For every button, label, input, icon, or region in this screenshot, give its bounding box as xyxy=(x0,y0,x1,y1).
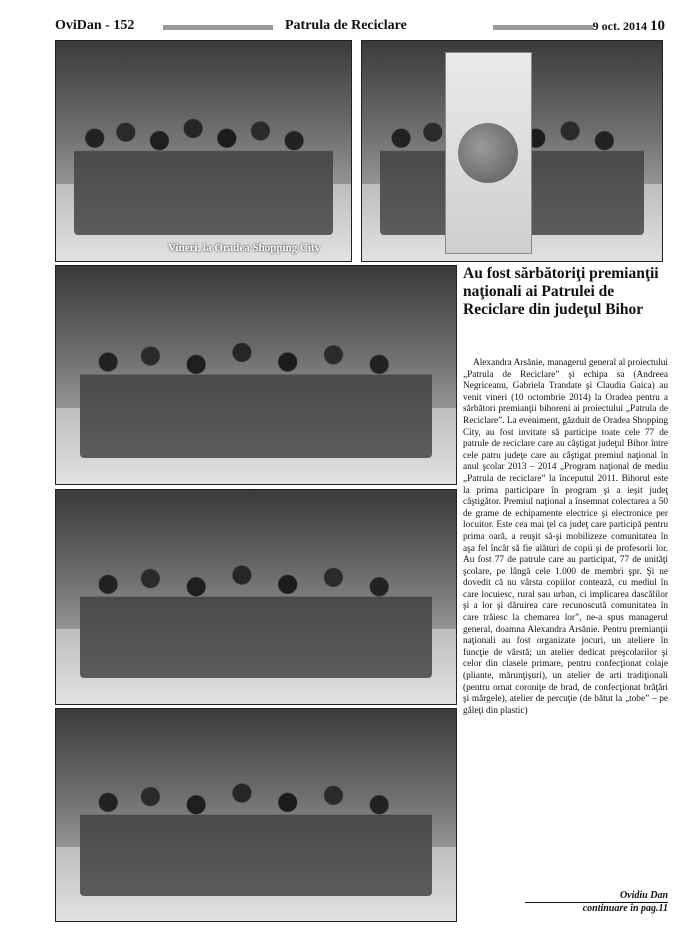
issue-date: 9 oct. 2014 xyxy=(592,19,647,33)
page-number: 10 xyxy=(650,18,665,34)
recycling-banner-image xyxy=(445,52,532,254)
photo-group-students-2 xyxy=(55,489,457,705)
photo-caption: Vineri, la Oradea Shopping City xyxy=(168,242,321,254)
article-headline: Au fost sărbătoriţi premianţii naţionali ai Patrulei de Reciclare din judeţul Bihor xyxy=(463,265,659,318)
photo-group-students-1 xyxy=(55,265,457,485)
publication-issue: OviDan - 152 xyxy=(55,18,135,33)
continued-link[interactable]: continuare în pag.11 xyxy=(582,903,668,914)
photo-crowd xyxy=(74,114,334,235)
globe-icon xyxy=(458,123,518,183)
photo-group-shopping-city xyxy=(55,40,352,262)
article-byline: Ovidiu Dan xyxy=(619,890,668,901)
section-title: Patrula de Reciclare xyxy=(285,18,407,33)
article-body xyxy=(463,358,668,717)
header-date-page xyxy=(593,18,665,35)
photo-group-students-3 xyxy=(55,708,457,922)
photo-crowd xyxy=(80,779,432,896)
header-rule-right xyxy=(493,25,593,30)
photo-crowd xyxy=(80,338,432,458)
header-rule-left xyxy=(163,25,273,30)
article-paragraph: Alexandra Arsănie, managerul general al proiectului „Patrula de Reciclare” şi echipa sa (Andreea Negriceanu, Gabriela Trandate şi Claudia Gaica) au venit vineri (10 octombrie 2014) la Oradea pentru a sărbători premianţii bihoreni ai proiectului „Patrula de Reciclare”. La eveniment, găzduit de Oradea Shopping City, au fost invitate să participe toate cele 77 de patrule de reciclare care au câştigat judeţul Bihor între cele patru judeţe care au câştigat premiul naţional în anul şcolar 2013 – 2014 „Program naţional de mediu „Patrula de reciclare” la începutul 2011. Bihorul este la prima participare în program şi a ieşit judeţ câştigător. Premiul naţional a însemnat colectarea a 50 de grame de echipamente electrice şi electronice per locuitor. Este cea mai ţel ca judeţ care participă pentru prima oară, a reuşit să-şi mobilizeze comunitatea în aşa fel încât să fie alături de copii şi de profesorii lor. Au fost 77 de patrule care au participat, 77 de unităţi şcolare, pe lângă cele 1.000 de membri şpr. Şi ne dovedit că nu vârsta copiilor contează, cu mediul în care locuiesc, rural sau urban, ci implicarea dascălilor şi a lor şi dăruirea care recunoscută comunitatea în care trăiesc la chemarea lor”, ne-a spus managerul general, doamna Alexandra Arsănie. Pentru premianţii naţionali au fost organizate jocuri, un ateliere în funcţie de vârstă; un atelier dedicat preşcolarilor şi celor din clasele primare, pentru confecţionat colaje (pliante, mărunţişuri), un atelier de arti tradiţionali (pentru ornat coroniţe de brad, de confecţionat brăţări şi mărgele), atelier de percuţie (de bătut la „tobe” – pe găleţi din plastic) xyxy=(463,358,668,716)
page-header xyxy=(55,18,665,36)
photo-crowd xyxy=(80,561,432,679)
